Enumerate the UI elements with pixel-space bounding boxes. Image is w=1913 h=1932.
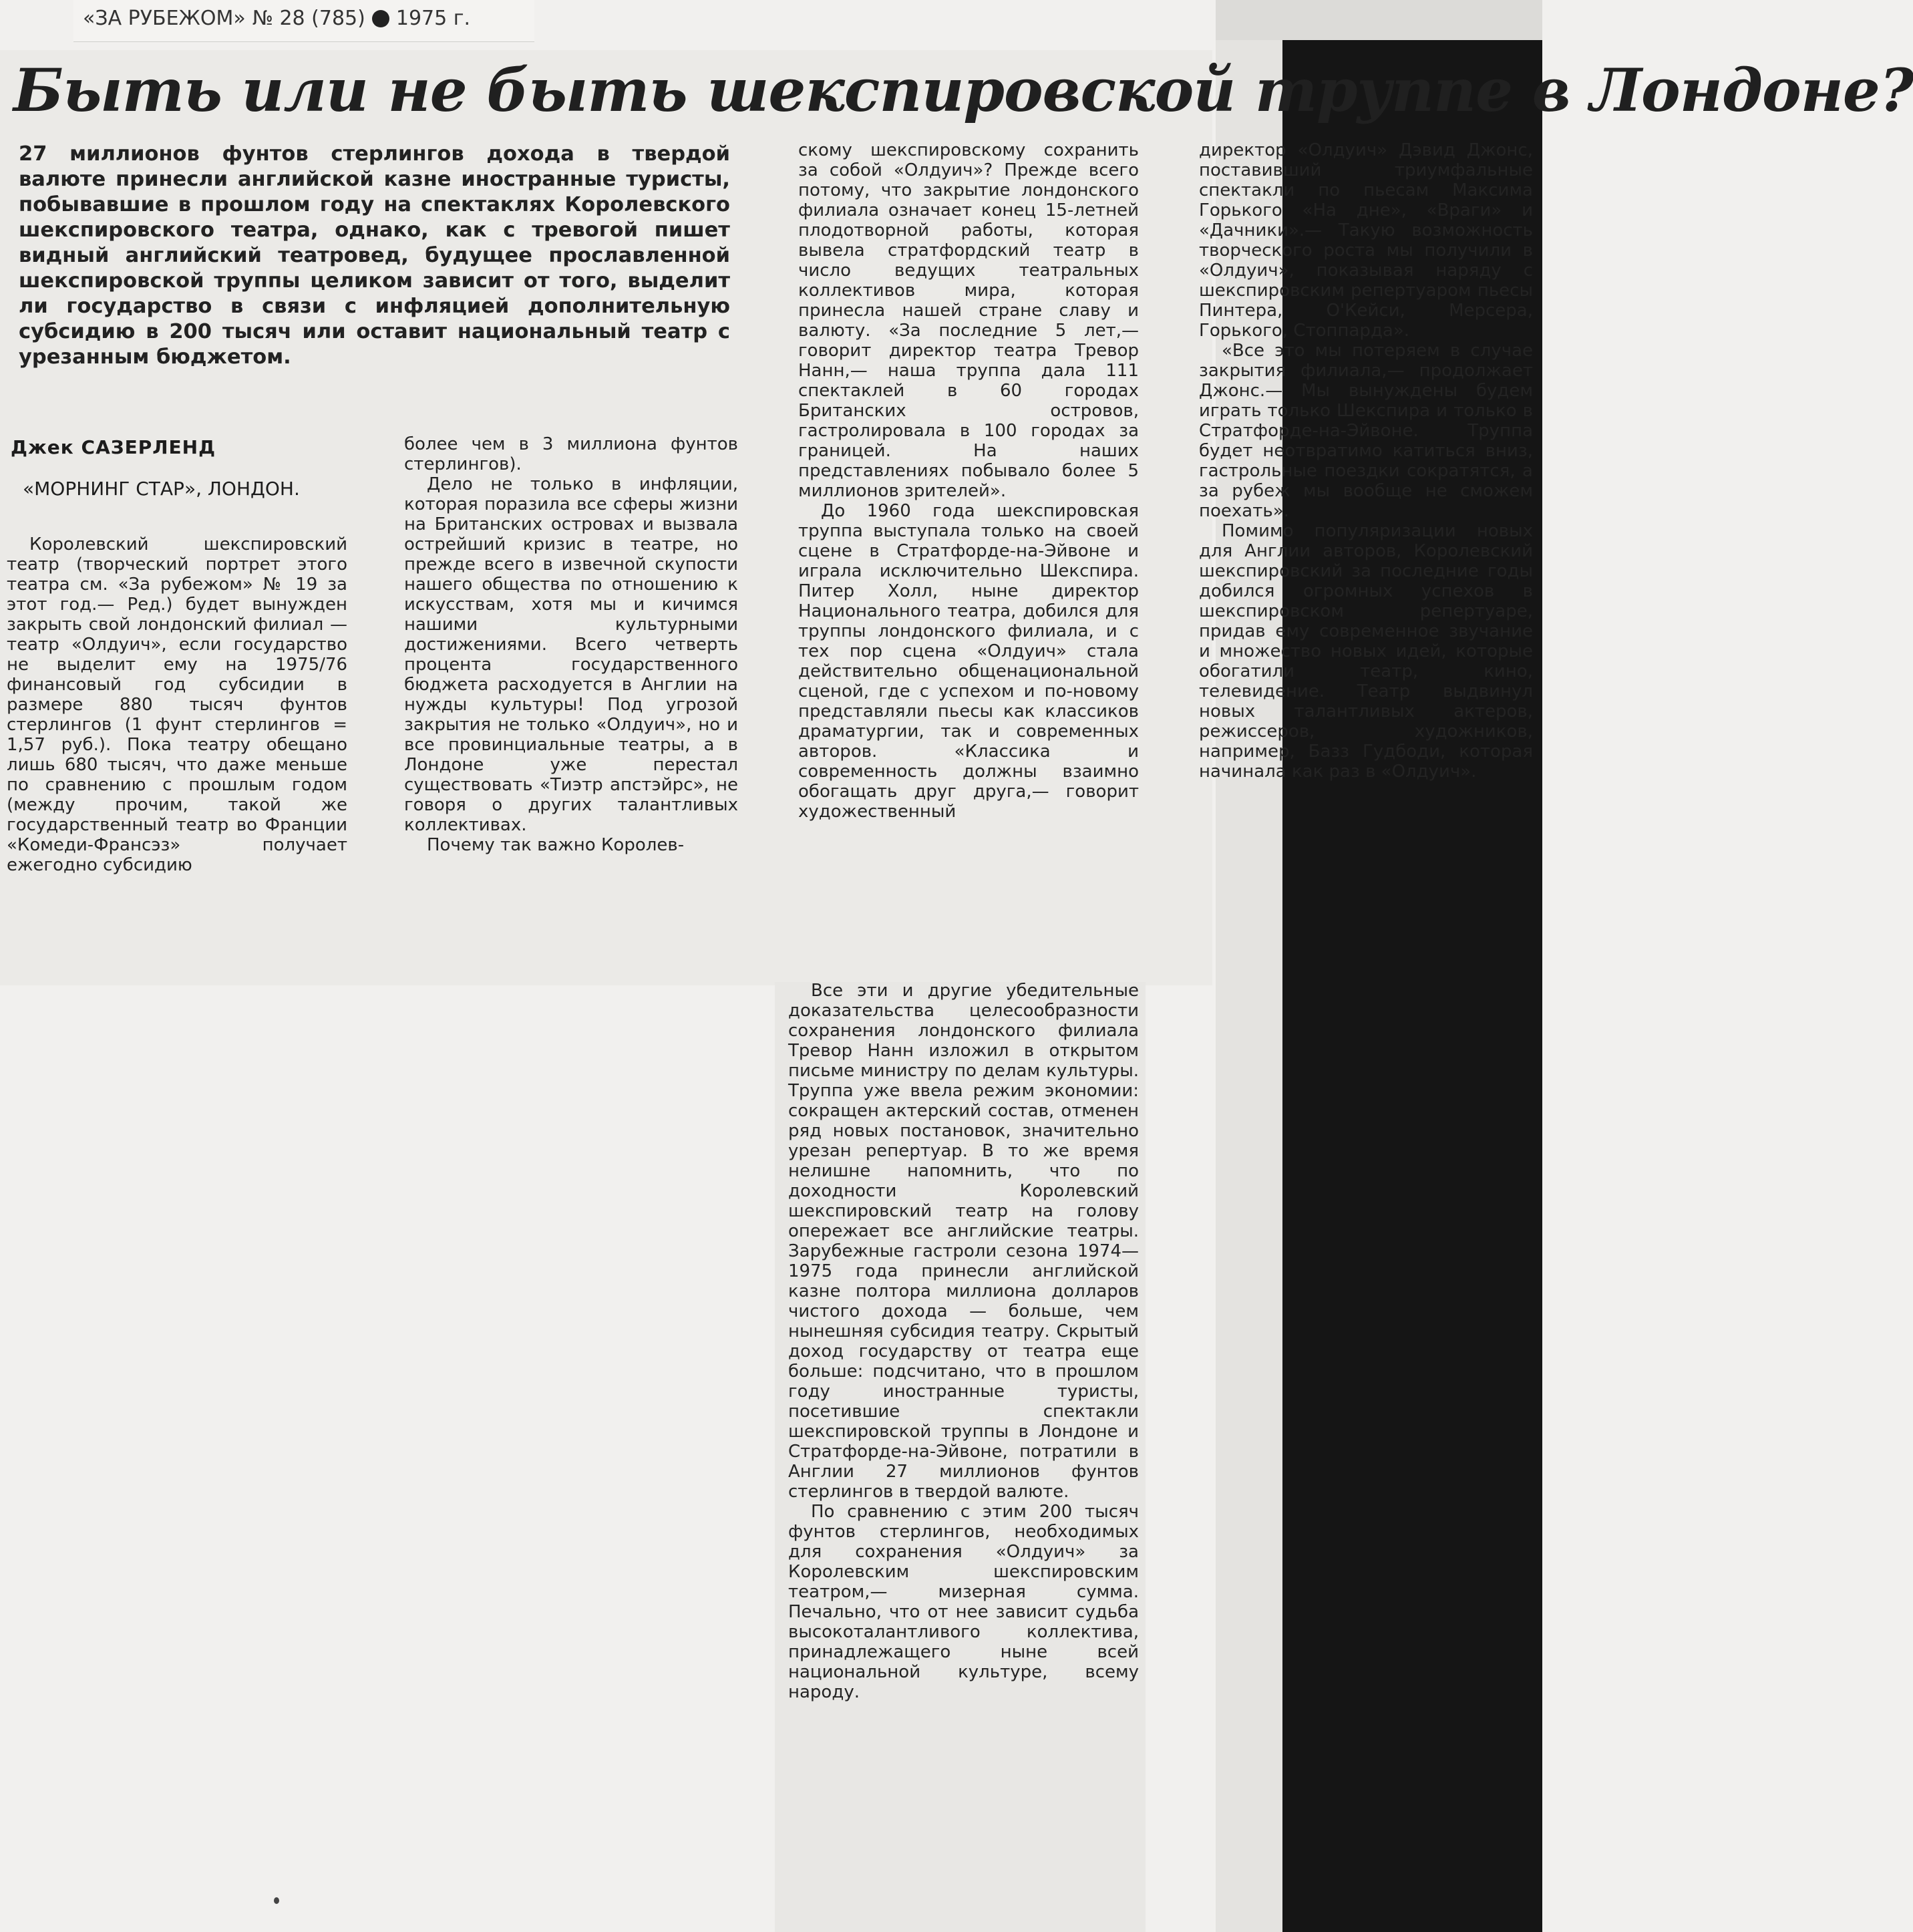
- paragraph: До 1960 года шекспировская труппа выступала только на своей сцене в Стратфорде-на-Эйвоне и играла исключительно Шекспира. Питер Холл, ныне директор Национального театра, добился для труппы лондонского филиала, и с тех пор сцена «Олдуич» стала действительно общенациональной сценой, где с успехом и по-новому представляли пьесы как классиков драматургии, так и современных авторов. «Классика и современность должны взаимно обогащать друг друга,— говорит художественный: [798, 501, 1139, 822]
- paragraph: более чем в 3 миллиона фунтов стерлингов).: [404, 434, 738, 474]
- paragraph: директор «Олдуич» Дэвид Джонс, поставивший триумфальные спектакли по пьесам Максима Горького «На дне», «Враги» и «Дачники».— Такую возможность творческого роста мы получили в «Олдуич», показывая наряду с шекспировским репертуаром пьесы Пинтера, О'Кейси, Мерсера, Горького, Стоппарда».: [1199, 140, 1533, 341]
- paragraph: «Все это мы потеряем в случае закрытия филиала,— продолжает Джонс.— Мы вынуждены будем играть только Шекспира и только в Стратфорде-на-Эйвоне. Труппа будет неотвратимо катиться вниз, гастрольные поездки сократятся, а за рубеж мы вообще не сможем поехать».: [1199, 341, 1533, 521]
- paragraph: Все эти и другие убедительные доказательства целесообразности сохранения лондонского филиала Тревор Нанн изложил в открытом письме министру по делам культуры. Труппа уже ввела режим экономии: сокращен актерский состав, отменен ряд новых постановок, значительно урезан репертуар. В то же время нелишне напомнить, что по доходности Королевский шекспировский театр на голову опережает все английские театры. Зарубежные гастроли сезона 1974—1975 года принесли английской казне полтора миллиона долларов чистого дохода — больше, чем нынешняя субсидия театру. Скрытый доход государству от театра еще больше: подсчитано, что в прошлом году иностранные туристы, посетившие спектакли шекспировской труппы в Лондоне и Стратфорде-на-Эйвоне, потратили в Англии 27 миллионов фунтов стерлингов в твердой валюте.: [788, 981, 1139, 1502]
- paragraph: Дело не только в инфляции, которая поразила все сферы жизни на Британских островах и вызвала острейший кризис в театре, но прежде всего в извечной скупости нашего общества по отношению к искусствам, хотя мы и кичимся нашими культурными достижениями. Всего четверть процента государственного бюджета расходуется в Англии на нужды культуры! Под угрозой закрытия не только «Олдуич», но и все провинциальные театры, а в Лондоне уже перестал существовать «Тиэтр апстэйрс», не говоря о других талантливых коллективах.: [404, 474, 738, 835]
- column-1: [7, 534, 347, 875]
- column-3-continued: [788, 981, 1139, 1702]
- issue-year: 1975 г.: [395, 7, 471, 30]
- author-name: Джек САЗЕРЛЕНД: [11, 436, 216, 458]
- byline: [11, 434, 358, 502]
- paragraph: скому шекспировскому сохранить за собой «Олдуич»? Прежде всего потому, что закрытие лондонского филиала означает конец 15-летней плодотворной работы, которая вывела стратфордский театр в число ведущих театральных коллективов мира, которая принесла нашей стране славу и валюту. «За последние 5 лет,— говорит директор театра Тревор Нанн,— наша труппа дала 111 спектаклей в 60 городах Британских островов, гастролировала в 100 городах за границей. На наших представлениях побывало более 5 миллионов зрителей».: [798, 140, 1139, 501]
- scan-background-top: [1216, 0, 1542, 40]
- paragraph: Почему так важно Королев-: [427, 835, 685, 855]
- column-3: [798, 140, 1139, 822]
- paragraph: Королевский шекспировский театр (творческий портрет этого театра см. «За рубежом» № 19 за этот год.— Ред.) будет вынужден закрыть свой лондонский филиал — театр «Олдуич», если государство не выделит ему на 1975/76 финансовый год субсидии в размере 880 тысяч фунтов стерлингов (1 фунт стерлингов = 1,57 руб.). Пока театру обещано лишь 680 тысяч, что даже меньше по сравнению с прошлым годом (между прочим, такой же государственный театр во Франции «Комеди-Франсэз» получает ежегодно субсидию: [7, 534, 347, 875]
- scan-speck: [274, 1897, 279, 1904]
- column-4: [1199, 140, 1533, 782]
- publication-name: «ЗА РУБЕЖОМ»: [83, 7, 246, 30]
- bullet-icon: [372, 10, 389, 27]
- paragraph: По сравнению с этим 200 тысяч фунтов стерлингов, необходимых для сохранения «Олдуич» за Королевским шекспировским театром,— мизерная сумма. Печально, что от нее зависит судьба высокоталантливого коллектива, принадлежащего ныне всей национальной культуре, всему народу.: [788, 1502, 1139, 1702]
- column-2: [404, 434, 738, 855]
- article-headline: Быть или не быть шекспировской труппе в Лондоне?: [13, 55, 1913, 125]
- article-source: «МОРНИНГ СТАР», ЛОНДОН.: [23, 478, 300, 500]
- article-lead: 27 миллионов фунтов стерлингов дохода в твердой валюте принесли английской казне иностранные туристы, побывавшие в прошлом году на спектаклях Королевского шекспировского театра, однако, как с тревогой пишет видный английский театровед, будущее прославленной шекспировской труппы целиком зависит от того, выделит ли государство в связи с инфляцией дополнительную субсидию в 200 тысяч или оставит национальный театр с урезанным бюджетом.: [19, 142, 730, 369]
- issue-number: № 28 (785): [252, 7, 365, 30]
- newspaper-header: [83, 7, 470, 30]
- paragraph: Помимо популяризации новых для Англии авторов, Королевский шекспировский за последние годы добился огромных успехов в шекспировском репертуаре, придав ему современное звучание и множество новых идей, которые обогатили театр, кино, телевидение. Театр выдвинул новых талантливых актеров, режиссеров, художников, например, Базз Гудбоди, которая начинала как раз в «Олдуич».: [1199, 521, 1533, 782]
